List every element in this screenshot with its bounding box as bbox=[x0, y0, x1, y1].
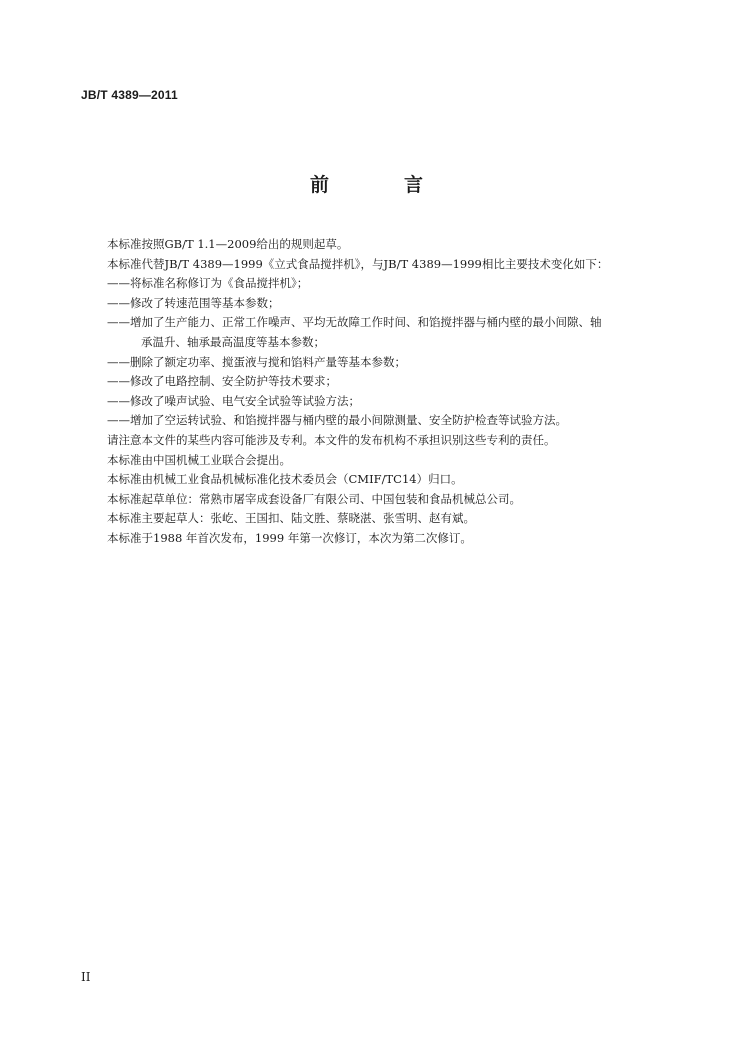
paragraph-patent-notice: 请注意本文件的某些内容可能涉及专利。本文件的发布机构不承担识别这些专利的责任。 bbox=[107, 432, 556, 447]
change-item: ——删除了额定功率、搅蛋液与搅和馅料产量等基本参数； bbox=[107, 354, 406, 369]
standard-code: JB/T 4389—2011 bbox=[81, 88, 178, 102]
paragraph-committee: 本标准由机械工业食品机械标准化技术委员会（CMIF/TC14）归口。 bbox=[107, 472, 463, 487]
change-item-continuation: 承温升、轴承最高温度等基本参数； bbox=[141, 334, 325, 349]
foreword-body bbox=[107, 235, 667, 549]
change-item: ——增加了空运转试验、和馅搅拌器与桶内壁的最小间隙测量、安全防护检查等试验方法。 bbox=[107, 413, 567, 428]
paragraph-replacement: 本标准代替JB/T 4389—1999《立式食品搅拌机》，与JB/T 4389—1999相比主要技术变化如下： bbox=[107, 256, 609, 271]
change-item: ——修改了电路控制、安全防护等技术要求； bbox=[107, 374, 337, 389]
page-number: II bbox=[81, 970, 91, 984]
change-item: ——修改了转速范围等基本参数； bbox=[107, 295, 280, 310]
paragraph-drafting-rules: 本标准按照GB/T 1.1—2009给出的规则起草。 bbox=[107, 237, 349, 251]
paragraph-proposer: 本标准由中国机械工业联合会提出。 bbox=[107, 452, 291, 467]
paragraph-drafters: 本标准主要起草人：张屹、王国扣、陆文胜、蔡晓湛、张雪明、赵有斌。 bbox=[107, 511, 475, 526]
paragraph-drafting-units: 本标准起草单位：常熟市屠宰成套设备厂有限公司、中国包装和食品机械总公司。 bbox=[107, 491, 521, 506]
change-item: ——增加了生产能力、正常工作噪声、平均无故障工作时间、和馅搅拌器与桶内壁的最小间隙、轴 bbox=[107, 315, 602, 330]
change-item: ——将标准名称修订为《食品搅拌机》； bbox=[107, 276, 309, 291]
change-item: ——修改了噪声试验、电气安全试验等试验方法； bbox=[107, 393, 360, 408]
page-title: 前 言 bbox=[309, 174, 451, 196]
paragraph-history: 本标准于1988 年首次发布，1999 年第一次修订，本次为第二次修订。 bbox=[107, 530, 472, 545]
